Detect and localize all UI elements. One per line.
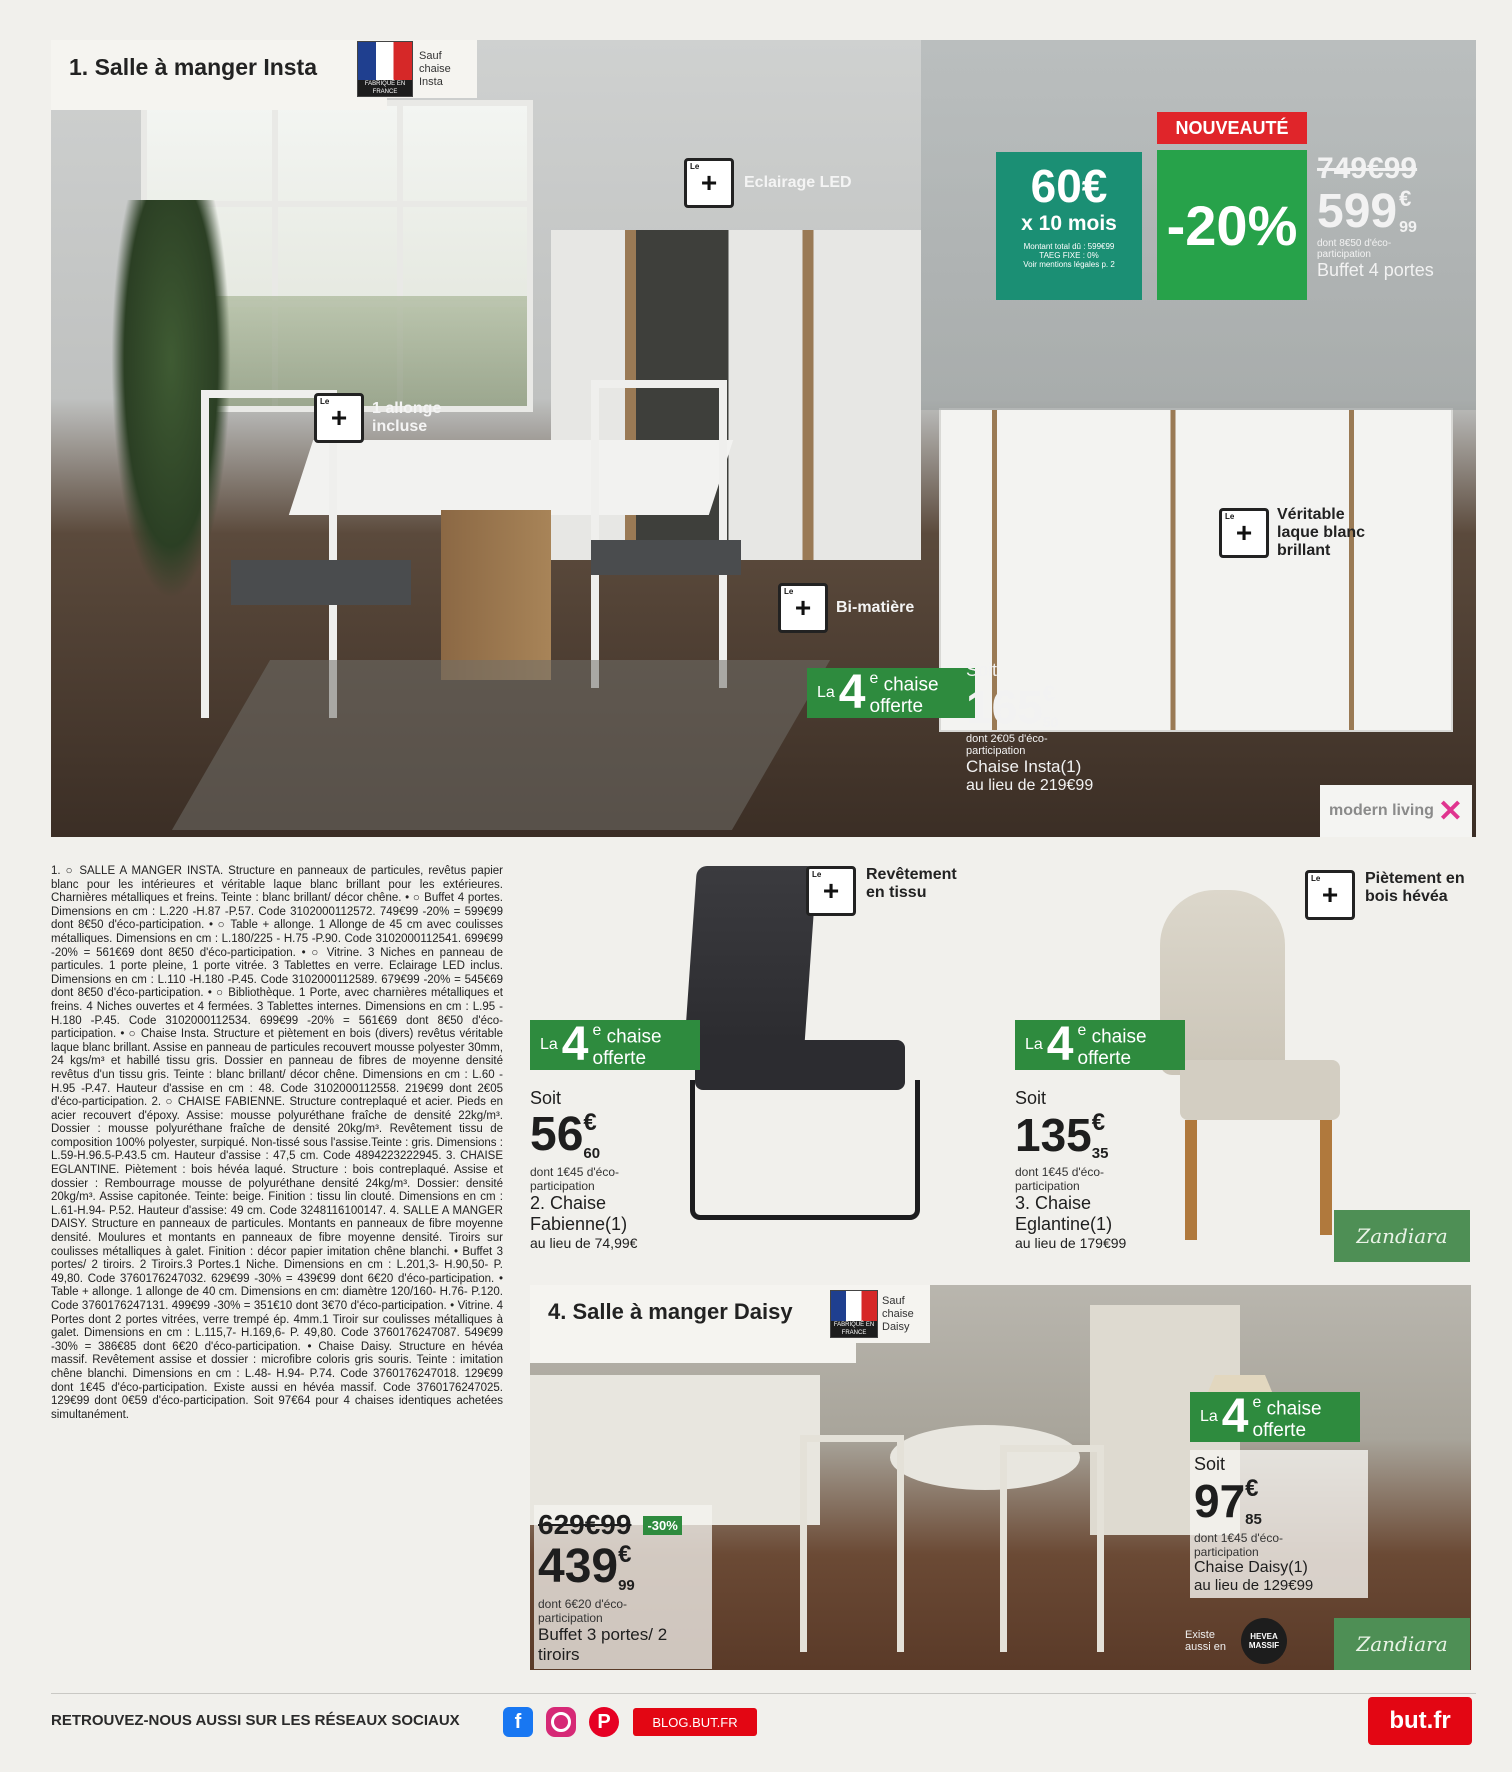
buffet-name: Buffet 4 portes [1317,260,1434,280]
promo-sup: e [869,669,879,687]
buffet-price-block: 749€99 599 € 99 dont 8€50 d'éco-participation Buffet 4 portes [1317,152,1477,281]
plus-icon: Le + [684,158,734,208]
insta-was: au lieu de 219€99 [966,777,1094,794]
chaise-fabienne-back [683,866,817,1066]
feature-label: Bi-matière [836,599,915,616]
eglantine-price-block: Soit 135 € 35 dont 1€45 d'éco-participation 3. Chaise Eglantine(1) au lieu de 179€99 [1015,1088,1185,1251]
daisy-buffet-price: 439 [538,1540,619,1593]
soit-label: Soit [1194,1454,1226,1474]
chair-leg [1185,1120,1197,1240]
daisy-chair-price-cents: 85 [1245,1511,1262,1528]
fabienne-price-block: Soit 56 € 60 dont 1€45 d'éco-participation 2. Chaise Fabienne(1) au lieu de 74,99€ [530,1088,700,1251]
credit-line: Montant total dû : 599€99 [1023,242,1115,251]
chaise-fabienne-legs [690,1080,920,1220]
promo-la: La [1025,1036,1043,1053]
insta-eco: dont 2€05 d'éco-participation [966,733,1048,757]
feature-pietement [1305,870,1480,920]
daisy-buffet-name: Buffet 3 portes/ 2 tiroirs [538,1625,668,1664]
discount-badge: -20% [1157,150,1307,300]
buffet-old-price: 749€99 [1317,152,1418,185]
cross-logo-icon: ✕ [1437,794,1464,828]
feature-laque [1219,506,1387,560]
promo-sup: e [1252,1393,1262,1411]
france-flag-icon [830,1290,878,1338]
buffet-price: 599 [1317,185,1398,238]
promo-num: 4 [561,1018,589,1071]
plus-icon: Le + [1305,870,1355,920]
daisy-buffet-price-block: 629€99 -30% 439 € 99 dont 6€20 d'éco-participation Buffet 3 portes/ 2 tiroirs [534,1505,712,1669]
made-in-france-badge [830,1285,930,1343]
credit-duration: x 10 mois [1021,212,1117,235]
rug [172,660,830,830]
daisy-chair-price: 97 [1194,1475,1246,1527]
feature-label: 1 allonge incluse [372,400,442,435]
eglantine-eco: dont 1€45 d'éco-participation [1015,1165,1105,1193]
fabienne-price: 56 [530,1108,584,1161]
chair-leg [1320,1120,1332,1235]
pinterest-icon[interactable]: P [589,1707,619,1737]
footer-divider [51,1693,1476,1694]
table-base [441,510,551,680]
credit-line: Voir mentions légales p. 2 [1023,260,1115,269]
plus-icon: Le + [806,866,856,916]
daisy-buffet-price-cents: 99 [618,1577,635,1594]
buffet-eco: dont 8€50 d'éco-participation [1317,238,1392,260]
eglantine-name: 3. Chaise Eglantine(1) [1015,1193,1113,1234]
feature-bimatiere [778,583,914,633]
daisy-promo-tag [1190,1392,1360,1442]
promo-text: chaise offerte [1252,1398,1322,1442]
brand-modern-living [1320,785,1472,837]
eglantine-price-cents: 35 [1091,1145,1109,1162]
daisy-chair [800,1435,904,1652]
existe-label: Existe aussi en [1185,1629,1226,1653]
daisy-discount: -30% [643,1516,681,1535]
flag-caption: FABRIQUÉ EN FRANCE [358,80,412,96]
eglantine-promo-tag [1015,1020,1185,1070]
promo-sup: e [592,1021,602,1039]
soit-label: Soit [1015,1088,1047,1108]
promo-sup: e [1077,1021,1087,1039]
plus-icon: Le + [1219,508,1269,558]
hevea-massif-badge: HEVEA MASSIF [1241,1618,1287,1664]
chaise-eglantine-seat [1180,1060,1340,1120]
hero-title: 1. Salle à manger Insta [69,54,318,80]
daisy-buffet [530,1375,820,1525]
product-description: 1. ○ SALLE A MANGER INSTA. Structure en panneaux de particules, revêtus papier blanc pour les intérieures et véritable laque blanc brillant pour les extérieures. Charnières métalliques et freins. Teinte : blanc brillant/ décor chêne. • ○ Buffet 4 portes. Dimensions en cm : L.220 -H.87 -P.57. Code 3102000112572. 749€99 -20% = 599€99 dont 8€50 d'éco-participation. • ○ Table + allonge. 1 Allonge de 45 cm avec coulisses métalliques. Dimensions en cm : L.180/225 - H.75 -P.90. Code 3102000112541. 699€99 -20% = 561€69 dont 8€50 d'éco-participation. • ○ Vitrine. 3 Niches en panneau de particules. 1 porte pleine, 1 porte vitrée. 3 Tablettes en verre. Eclairage LED inclus. Dimensions en cm : L.110 -H.180 -P.45. Code 3102000112589. 679€99 -20% = 545€69 dont 8€50 d'éco-participation. • ○ Bibliothèque. 1 Porte, avec charnières métalliques et freins. 4 Niches ouvertes et 4 fermées. 3 Tablettes internes. Dimensions en cm : L.95 -H.180 -P.45. Code 3102000112534. 699€99 -20% = 561€69 dont 8€50 d'éco-participation. • ○ Chaise Insta. Structure et piètement en bois (divers) revêtus véritable laque blanc brillant. Assise en panneau de particules recouvert mousse polyester 30mm, 24 kgs/m³ et habillé tissu gris. Dossier en panneau de fibres de moyenne densité revêtus d'un tissu gris. Teinte : blanc brillant/ décor chêne. Dimensions en cm : L.60 -H.95 -P.47. Hauteur d'assise en cm : 48. Code 3102000112558. 219€99 dont 2€05 d'éco-participation. 2. ○ CHAISE FABIENNE. Structure contreplaqué et acier. Pieds en acier recouvert d'époxy. Assise: mousse polyuréthane fraîche de densité 22kg/m³. Dossier : mousse polyuréthane fraîche de densité 20kg/m³. Revêtement tissu de composition 100% polyester, surpiqué. Non-tissé sous l'assise.Teinte : gris. Dimensions : L.59-H.96.5-P.43.5 cm. Hauteur d'assise : 47,5 cm. Code 4894223222945. 3. CHAISE EGLANTINE. Piètement : bois hévéa laqué. Structure : bois contreplaqué. Assise et dossier : Rembourrage mousse de polyuréthane densité 24kg/m³. Dossier: densité 20kg/m³. Assise capitonée. Teinte: beige. Finition : tissu lin clouté. Dimensions en cm : L.61-H.94- P.52. Hauteur d'assise: 49 cm. Code 3248116100147. 4. SALLE A MANGER DAISY. Structure en panneaux de particules. Montants en panneaux de fibre moyenne densité. Moulures et montants en panneaux de fibre moyenne densité. Tiroirs sur coulisses métalliques à galet. Finition : décor papier imitation chêne blanchi. • Buffet 3 portes/ 2 tiroirs. 2 Tiroirs.3 Portes.1 Niche. Dimensions en cm : L.201,3- H.90,50- P. 49,80. Code 3760176247032. 629€99 -30% = 439€99 dont 6€20 d'éco-participation. • Table + allonge. 1 allonge de 40 cm. Dimensions en cm: diamètre 120/160- H.76- P.120. Code 3760176247131. 499€99 -30% = 351€10 dont 3€70 d'éco-participation. • Vitrine. 4 Portes dont 2 portes vitrées, verre trempé ép. 4mm.1 Tiroir sur coulisses métalliques à galet. Dimensions en cm : L.115,7- H.169,6- P. 49,80. Code 3760176247087. 549€99 -30% = 386€85 dont 6€20 d'éco-participation. • Chaise Daisy. Structure en hévéa massif. Revêtement assise et dossier : microfibre coloris gris souris. Teinte : imitation chêne blanchi. Dimensions en cm : L.48- H.94- P.74. Code 3760176247018. 129€99 dont 1€45 d'éco-participation. Existe aussi en hévéa massif. Code 3760176247025. 129€99 dont 0€59 d'éco-participation. Soit 97€64 pour 4 chaises identiques achetées simultanément. [51,865,503,1421]
fabienne-promo-tag [530,1020,700,1070]
promo-la: La [1200,1408,1218,1425]
sauf-note: Sauf chaise Insta [419,49,451,88]
feature-label: Véritable laque blanc brillant [1277,506,1366,559]
insta-price-block: Soit 165 € 50 dont 2€05 d'éco-participation Chaise Insta(1) au lieu de 219€99 [966,660,1126,795]
brand-label: modern living [1328,802,1434,819]
brand-zandiara: Zandiara [1334,1618,1470,1670]
fabienne-price-cents: 60 [583,1145,601,1162]
blog-link[interactable]: BLOG.BUT.FR [633,1708,757,1736]
eglantine-was: au lieu de 179€99 [1015,1235,1127,1251]
credit-amount: 60€ [1030,160,1108,212]
promo-text: chaise offerte [869,674,939,718]
promo-text: chaise offerte [592,1026,662,1070]
soit-label: Soit [966,660,998,680]
daisy-buffet-eco: dont 6€20 d'éco-participation [538,1597,628,1625]
social-text: RETROUVEZ-NOUS AUSSI SUR LES RÉSEAUX SOCIAUX [51,1712,460,1729]
feature-allonge [314,393,462,443]
daisy-chair-name: Chaise Daisy(1) [1194,1559,1308,1576]
soit-label: Soit [530,1088,562,1108]
daisy-title: 4. Salle à manger Daisy [548,1299,793,1324]
fabienne-eco: dont 1€45 d'éco-participation [530,1165,620,1193]
chair-seat [231,560,411,605]
eglantine-price: 135 [1015,1109,1092,1161]
insta-price: 165 [966,681,1043,733]
promo-la: La [540,1036,558,1053]
facebook-icon[interactable]: f [503,1707,533,1737]
but-site-link[interactable]: but.fr [1368,1697,1472,1745]
insta-price-cents: 50 [1042,714,1059,730]
existe-aussi [1185,1618,1287,1664]
flag-caption: FABRIQUÉ EN FRANCE [831,1321,877,1337]
daisy-chair [1000,1445,1104,1652]
chair-seat [591,540,741,575]
chair-insta-right [591,380,727,688]
feature-label: Revêtement en tissu [866,866,957,901]
daisy-old-price: 629€99 [538,1509,632,1540]
made-in-france-badge [355,40,477,98]
france-flag-icon [357,41,413,97]
instagram-icon[interactable] [546,1707,576,1737]
feature-label: Piètement en bois hévéa [1365,870,1465,905]
feature-led [684,158,852,208]
hero-title-box [51,40,387,110]
feature-revetement [806,866,976,916]
credit-line: TAEG FIXE : 0% [1039,251,1099,260]
sauf-note: Sauf chaise Daisy [882,1294,914,1333]
credit-box [996,152,1142,300]
daisy-chair-price-block: Soit 97 € 85 dont 1€45 d'éco-participation Chaise Daisy(1) au lieu de 129€99 [1190,1450,1368,1598]
insta-promo-tag [807,668,975,718]
promo-num: 4 [1221,1390,1249,1443]
plus-icon: Le + [778,583,828,633]
promo-num: 4 [1046,1018,1074,1071]
promo-num: 4 [838,666,866,719]
fabienne-name: 2. Chaise Fabienne(1) [530,1193,628,1234]
feature-label: Eclairage LED [744,174,852,191]
daisy-chair-was: au lieu de 129€99 [1194,1577,1314,1594]
insta-name: Chaise Insta(1) [966,757,1082,776]
buffet-price-cents: 99 [1399,219,1417,236]
nouveaute-badge: NOUVEAUTÉ [1157,112,1307,144]
brand-zandiara: Zandiara [1334,1210,1470,1262]
promo-text: chaise offerte [1077,1026,1147,1070]
fabienne-was: au lieu de 74,99€ [530,1235,638,1251]
daisy-title-box [530,1285,856,1363]
daisy-chair-eco: dont 1€45 d'éco-participation [1194,1531,1284,1559]
promo-la: La [817,684,835,701]
plus-icon: Le + [314,393,364,443]
